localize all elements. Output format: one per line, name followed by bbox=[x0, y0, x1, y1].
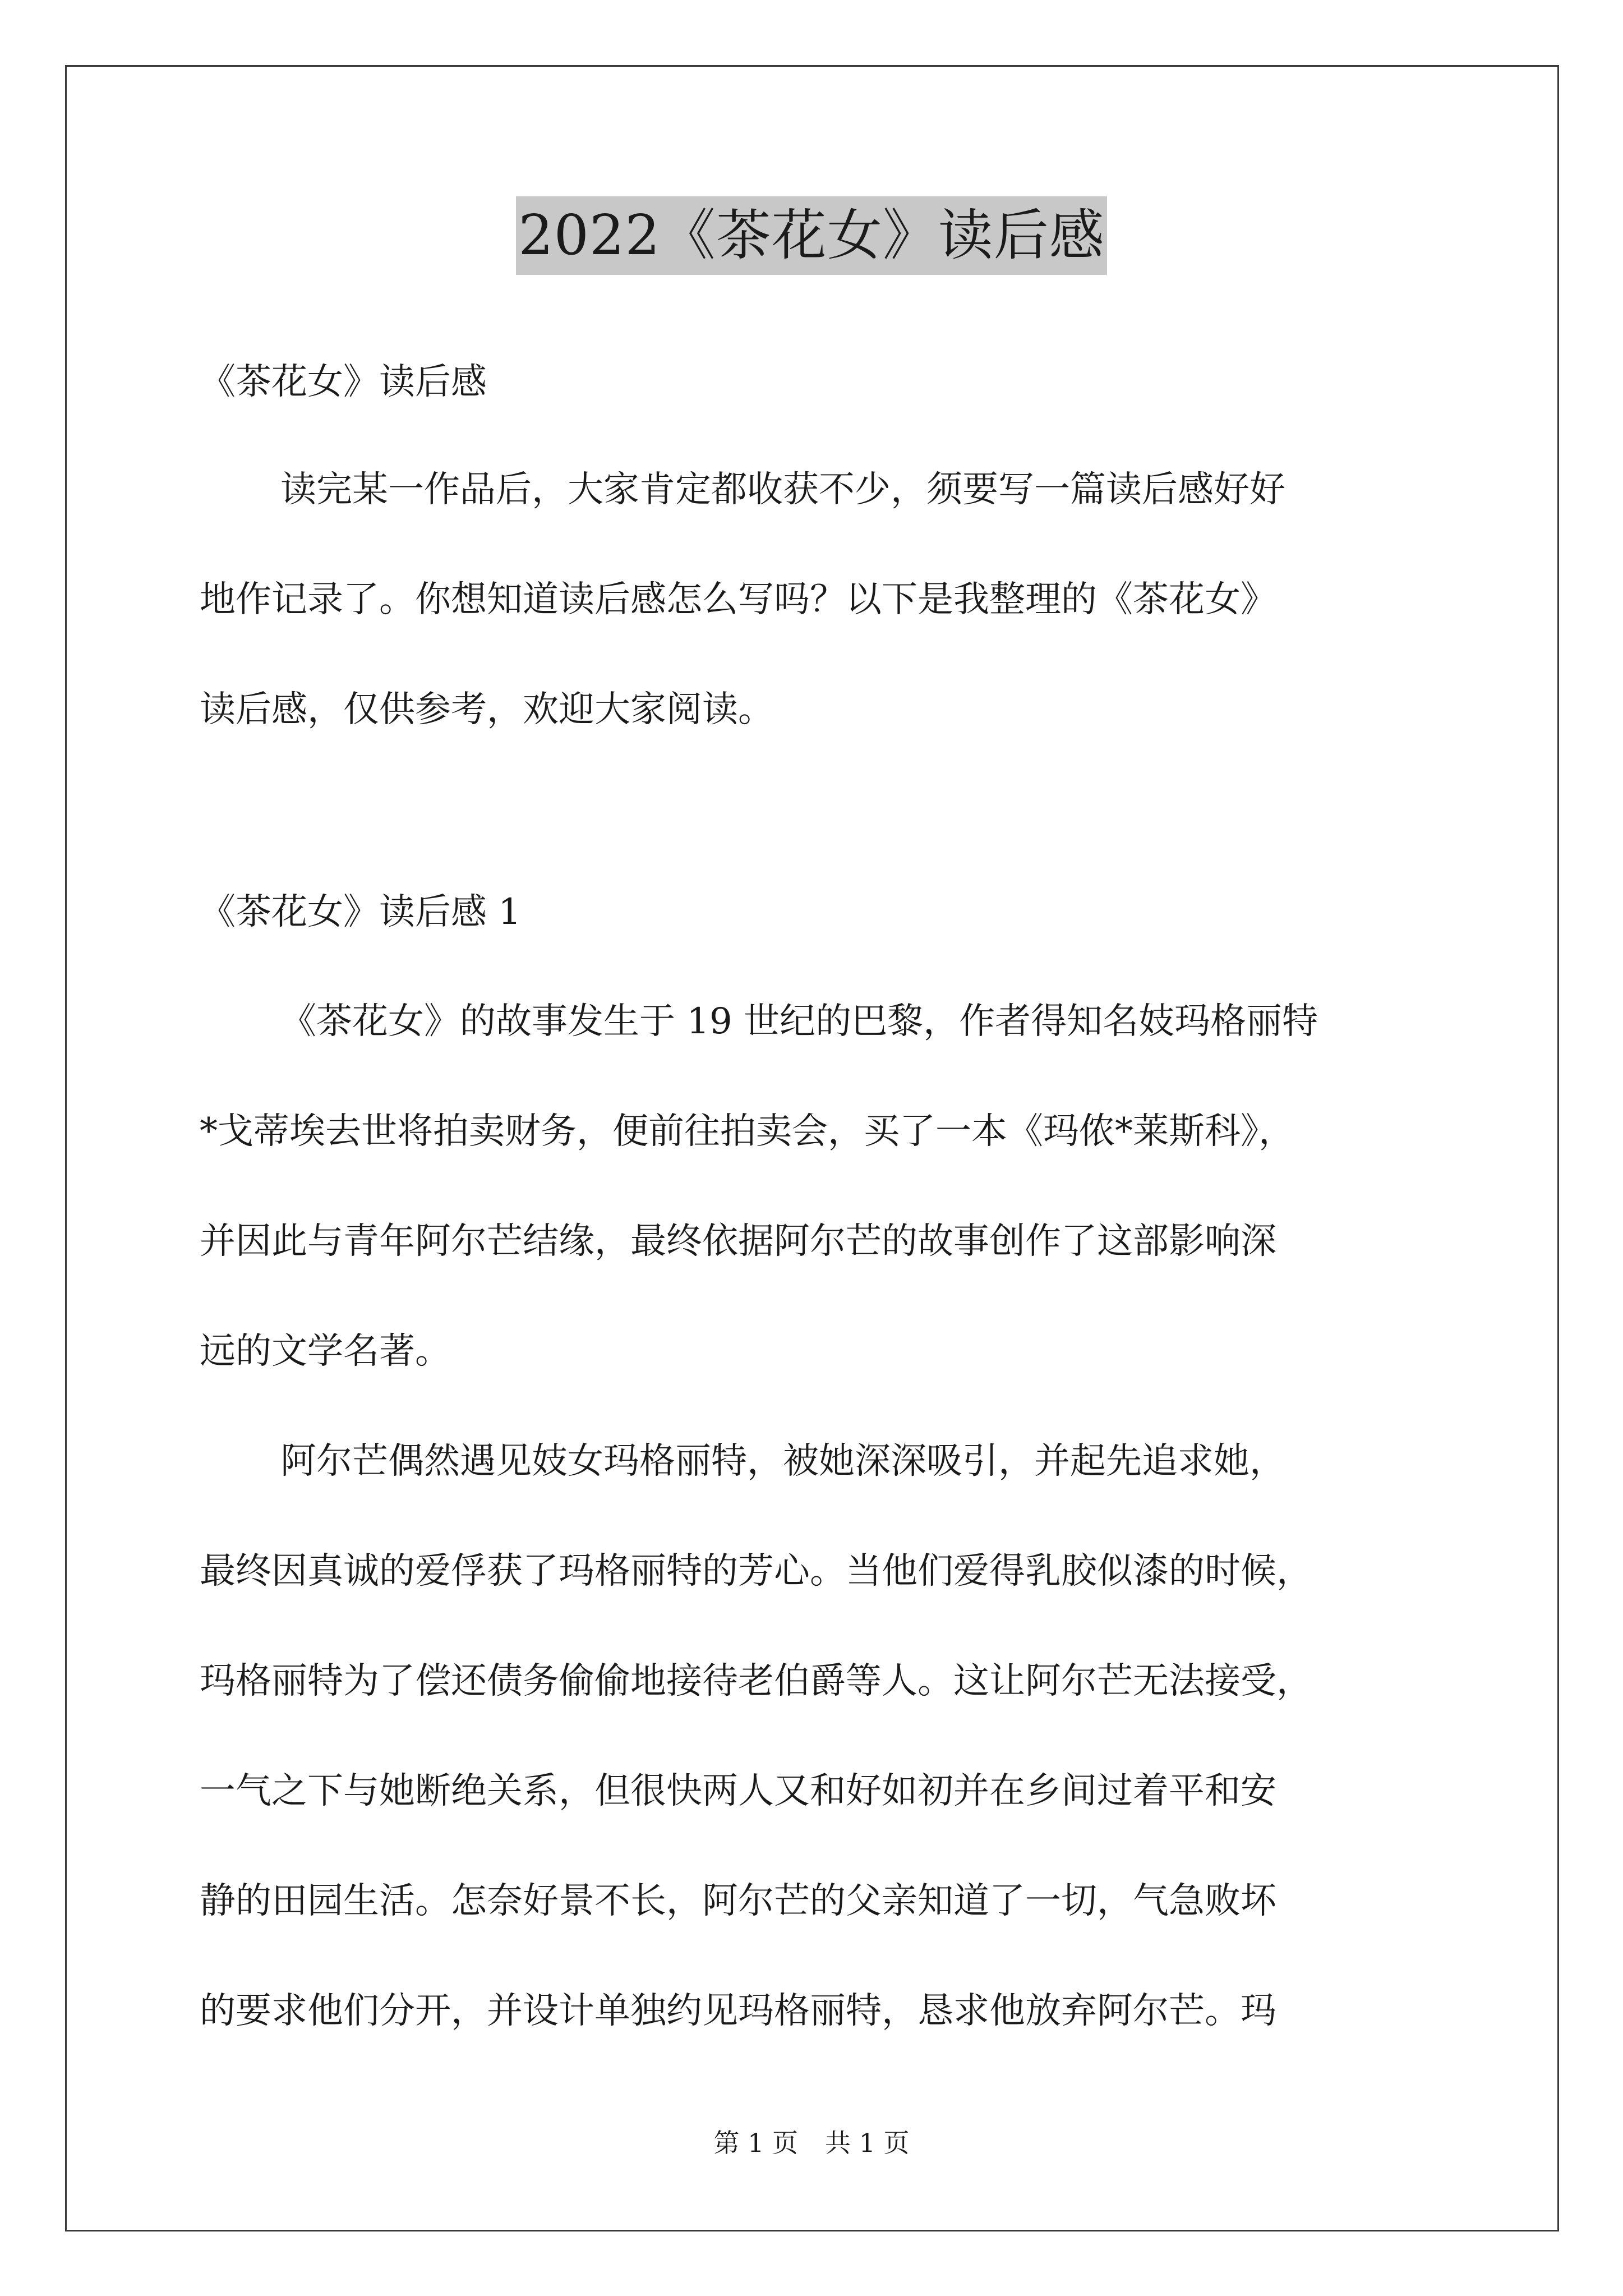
paragraph-line: 地作记录了。你想知道读后感怎么写吗？以下是我整理的《茶花女》 bbox=[200, 579, 1276, 620]
page-number: 第 1 页 bbox=[713, 2128, 798, 2158]
paragraph-line: 《茶花女》的故事发生于 19 世纪的巴黎，作者得知名妓玛格丽特 bbox=[280, 1001, 1318, 1042]
section-heading: 《茶花女》读后感 1 bbox=[200, 891, 522, 933]
paragraph-2 bbox=[200, 1406, 1433, 2066]
paragraph-1 bbox=[200, 967, 1433, 1406]
paragraph-line: 读完某一作品后，大家肯定都收获不少，须要写一篇读后感好好 bbox=[280, 469, 1285, 510]
page-footer bbox=[0, 2126, 1623, 2160]
intro-paragraph bbox=[200, 435, 1433, 765]
page-total: 共 1 页 bbox=[825, 2128, 910, 2158]
paragraph-line: *戈蒂埃去世将拍卖财务，便前往拍卖会，买了一本《玛侬*莱斯科》， bbox=[200, 1111, 1294, 1152]
subtitle: 《茶花女》读后感 bbox=[200, 361, 487, 403]
paragraph-line: 读后感，仅供参考，欢迎大家阅读。 bbox=[200, 689, 774, 730]
paragraph-line: 阿尔芒偶然遇见妓女玛格丽特，被她深深吸引，并起先追求她， bbox=[280, 1441, 1285, 1482]
paragraph-line: 远的文学名著。 bbox=[200, 1331, 451, 1372]
paragraph-line: 最终因真诚的爱俘获了玛格丽特的芳心。当他们爱得乳胶似漆的时候， bbox=[200, 1550, 1312, 1592]
paragraph-line: 玛格丽特为了偿还债务偷偷地接待老伯爵等人。这让阿尔芒无法接受， bbox=[200, 1660, 1312, 1702]
paragraph-line: 并因此与青年阿尔芒结缘，最终依据阿尔芒的故事创作了这部影响深 bbox=[200, 1221, 1276, 1262]
paragraph-line: 静的田园生活。怎奈好景不长，阿尔芒的父亲知道了一切，气急败坏 bbox=[200, 1880, 1276, 1922]
paragraph-line: 的要求他们分开，并设计单独约见玛格丽特，恳求他放弃阿尔芒。玛 bbox=[200, 1990, 1276, 2032]
document-title: 2022《茶花女》读后感 bbox=[516, 196, 1106, 275]
paragraph-line: 一气之下与她断绝关系，但很快两人又和好如初并在乡间过着平和安 bbox=[200, 1770, 1276, 1812]
title-container bbox=[0, 196, 1623, 275]
